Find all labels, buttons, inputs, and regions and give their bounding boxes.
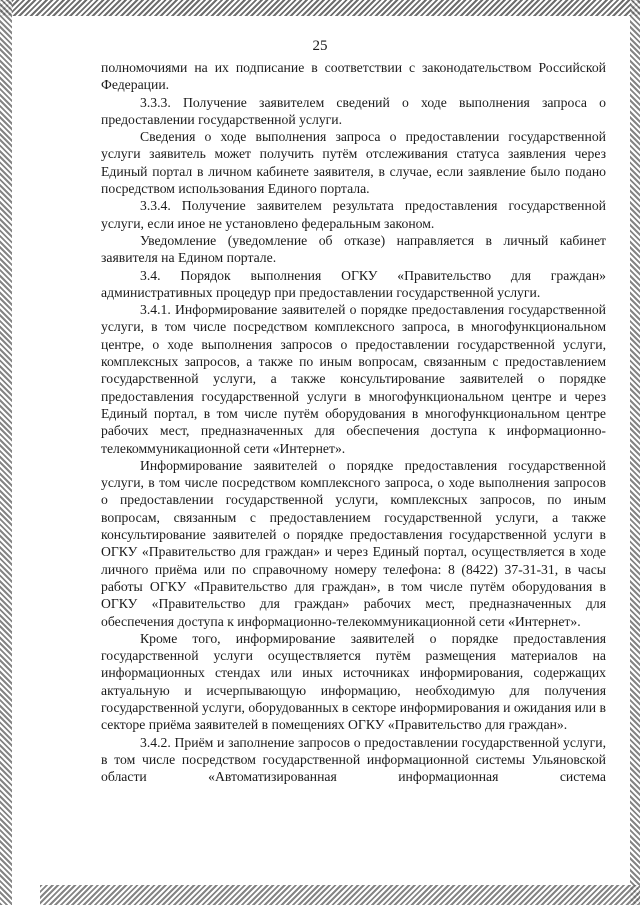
scan-edge-left bbox=[0, 0, 12, 905]
paragraph-3-4-2: 3.4.2. Приём и заполнение запросов о предоставлении государственной услуги, в том числе посредством государственной информационной системы Ульяновской области «Автоматизированная информационная система bbox=[101, 734, 606, 785]
scan-edge-bottom bbox=[40, 885, 640, 905]
paragraph-status-info: Сведения о ходе выполнения запроса о предоставлении государственной услуги заявитель может получить путём отслеживания статуса заявления через Единый портал в личном кабинете заявителя, в случае, если заявление было подано посредством использования Единого портала. bbox=[101, 129, 606, 197]
scan-edge-top bbox=[0, 0, 640, 16]
page-number: 25 bbox=[312, 38, 328, 54]
paragraph-notification: Уведомление (уведомление об отказе) направляется в личный кабинет заявителя на Едином портале. bbox=[101, 232, 606, 266]
paragraph-3-4-1: 3.4.1. Информирование заявителей о порядке предоставления государственной услуги, в том числе посредством комплексного запроса, в многофункциональном центре, о ходе выполнения запросов о предоставлении государственной услуги, комплексных запросов, а также по иным вопросам, связанным с предоставлением государственной услуги, а также консультирование заявителей о порядке предоставления государственной услуги в многофункциональном центре и через Единый портал, в том числе путём оборудования в многофункциональном центре рабочих мест, предназначенных для обеспечения доступа к информационно-телекоммуникационной сети «Интернет». bbox=[101, 302, 606, 456]
scan-edge-right bbox=[630, 0, 640, 905]
paragraph-informing: Информирование заявителей о порядке предоставления государственной услуги, в том числе посредством комплексного запроса, о ходе выполнения запросов о предоставлении государственной услуги, комплексных запросов, по иным вопросам, связанным с предоставлением государственной услуги, а также консультирование заявителей о порядке предоставления государственной услуги в ОГКУ «Правительство для граждан» и через Единый портал, осуществляется в ходе личного приёма или по справочному номеру телефона: 8 (8422) 37-31-31, в часы работы ОГКУ «Правительство для граждан», в том числе путём оборудования в ОГКУ «Правительство для граждан» рабочих мест, предназначенных для обеспечения доступа к информационно-телекоммуникационной сети «Интернет». bbox=[101, 457, 606, 629]
paragraph-3-4: 3.4. Порядок выполнения ОГКУ «Правительство для граждан» административных процедур при предоставлении государственной услуги. bbox=[101, 267, 606, 300]
paragraph-continuation: полномочиями на их подписание в соответствии с законодательством Российской Федерации. bbox=[101, 60, 606, 93]
paragraph-additional-informing: Кроме того, информирование заявителей о порядке предоставления государственной услуги осуществляется путём размещения материалов на информационных стендах или иных источниках информирования, содержащих актуальную и исчерпывающую информацию, необходимую для получения государственной услуги, оборудованных в секторе информирования и ожидания или в секторе приёма заявителей в помещениях ОГКУ «Правительство для граждан». bbox=[101, 630, 606, 733]
document-body bbox=[101, 59, 606, 785]
paragraph-3-3-4: 3.3.4. Получение заявителем результата предоставления государственной услуги, если иное не установлено федеральным законом. bbox=[101, 198, 606, 231]
paragraph-3-3-3: 3.3.3. Получение заявителем сведений о ходе выполнения запроса о предоставлении государственной услуги. bbox=[101, 94, 606, 127]
